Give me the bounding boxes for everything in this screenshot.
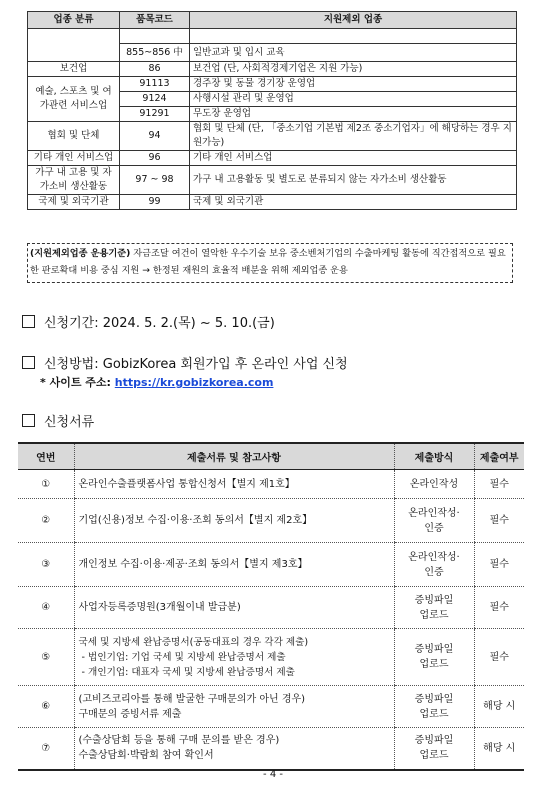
table-header-row	[28, 12, 517, 29]
doc-desc	[74, 499, 394, 543]
desc-cell	[190, 29, 517, 44]
site-label: * 사이트 주소:	[40, 376, 115, 389]
doc-desc	[74, 470, 394, 499]
header-code: 품목코드	[120, 12, 190, 29]
docs-label: 신청서류	[44, 415, 95, 430]
method-line: 인증	[424, 566, 444, 578]
desc-cell: 일반교과 및 입시 교육	[190, 44, 517, 62]
desc-cell: 경주장 및 동물 경기장 운영업	[190, 77, 517, 92]
category-cell: 보건업	[28, 62, 120, 77]
row-number: ⑥	[18, 686, 74, 728]
method-line: 업로드	[419, 708, 449, 720]
page-number: - 4 -	[263, 769, 283, 780]
desc-cell: 무도장 운영업	[190, 107, 517, 122]
method-line: 인증	[424, 522, 444, 534]
checkbox-bullet-icon	[22, 315, 35, 328]
desc-cell: 국제 및 외국기관	[190, 195, 517, 210]
table-row	[28, 151, 517, 166]
doc-desc	[74, 686, 394, 728]
row-number: ④	[18, 587, 74, 629]
code-cell	[120, 29, 190, 44]
table-row	[28, 62, 517, 77]
code-cell: 86	[120, 62, 190, 77]
doc-line: 국세 및 지방세 완납증명서(공동대표의 경우 각각 제출)	[78, 636, 309, 648]
row-number: ②	[18, 499, 74, 543]
code-cell: 91291	[120, 107, 190, 122]
code-cell: 97 ~ 98	[120, 166, 190, 195]
method-line: 증빙파일	[414, 735, 454, 747]
note-text: 자금조달 여건이 열악한 우수기술 보유 중소벤처기업의 수출마케팅 활동에 직간접적으로 필요한 판로확대 비용 중심 지원 → 한정된 재원의 효율적 배분을 위해 제외업종 운용	[30, 248, 506, 276]
code-cell: 9124	[120, 92, 190, 107]
row-number: ③	[18, 543, 74, 587]
doc-method	[394, 587, 474, 629]
excluded-industries-table	[27, 11, 517, 210]
doc-desc	[74, 587, 394, 629]
header-excluded: 지원제외 업종	[190, 12, 517, 29]
doc-method	[394, 728, 474, 770]
period-label: 신청기간: 2024. 5. 2.(목) ~ 5. 10.(금)	[44, 316, 275, 331]
table-row	[18, 686, 524, 728]
section-method	[22, 353, 348, 372]
desc-cell: 기타 개인 서비스업	[190, 151, 517, 166]
method-line: 온라인작성·	[408, 507, 460, 519]
table-header-row	[18, 443, 524, 470]
table-row	[18, 728, 524, 770]
desc-cell: 사행시설 관리 및 운영업	[190, 92, 517, 107]
doc-required: 필수	[474, 499, 524, 543]
category-cell: 가구 내 고용 및 자가소비 생산활동	[28, 166, 120, 195]
doc-required: 필수	[474, 587, 524, 629]
table-row	[28, 77, 517, 92]
table-row	[18, 543, 524, 587]
method-line: 업로드	[419, 659, 449, 670]
doc-line: 사업자등록증명원(3개월이내 발급분)	[78, 602, 241, 613]
method-line: 온라인작성	[409, 478, 459, 490]
doc-line: 개인정보 수집·이용·제공·조회 동의서【별지 제3호】	[78, 559, 308, 570]
excluded-industries-note	[27, 243, 513, 283]
code-cell: 96	[120, 151, 190, 166]
table-row	[28, 122, 517, 151]
method-line: 증빙파일	[414, 594, 454, 606]
row-number: ⑤	[18, 629, 74, 686]
note-label: (지원제외업종 운용기준)	[30, 248, 131, 259]
method-line: 증빙파일	[414, 644, 454, 655]
header-docs: 제출서류 및 참고사항	[74, 443, 394, 470]
doc-desc	[74, 629, 394, 686]
desc-cell: 협회 및 단체 (단, 「중소기업 기본법 제2조 중소기업자」에 해당하는 경우 지원가능)	[190, 122, 517, 151]
table-row	[28, 29, 517, 44]
doc-line: (수출상담회 등을 통해 구매 문의를 받은 경우)	[78, 735, 280, 747]
documents-table	[18, 442, 524, 771]
header-method: 제출방식	[394, 443, 474, 470]
doc-required: 필수	[474, 543, 524, 587]
checkbox-bullet-icon	[22, 414, 35, 427]
table-row	[28, 166, 517, 195]
category-cell	[28, 29, 120, 62]
category-cell: 기타 개인 서비스업	[28, 151, 120, 166]
doc-line: - 법인기업: 기업 국세 및 지방세 완납증명서 제출	[78, 651, 286, 663]
method-line: 증빙파일	[414, 693, 454, 705]
header-category: 업종 분류	[28, 12, 120, 29]
table-row	[18, 587, 524, 629]
doc-line: 온라인수출플랫폼사업 통합신청서【별지 제1호】	[78, 478, 295, 490]
site-address	[40, 374, 273, 390]
table-row	[18, 470, 524, 499]
code-cell: 94	[120, 122, 190, 151]
row-number: ⑦	[18, 728, 74, 770]
header-required: 제출여부	[474, 443, 524, 470]
code-cell: 855~856 中	[120, 44, 190, 62]
category-cell: 협회 및 단체	[28, 122, 120, 151]
doc-line: 구매문의 증빙서류 제출	[78, 708, 182, 720]
desc-cell: 가구 내 고용활동 및 별도로 분류되지 않는 자가소비 생산활동	[190, 166, 517, 195]
category-cell: 국제 및 외국기관	[28, 195, 120, 210]
desc-cell: 보건업 (단, 사회적경제기업은 지원 가능)	[190, 62, 517, 77]
doc-required: 해당 시	[474, 728, 524, 770]
doc-line: - 개인기업: 대표자 국세 및 지방세 완납증명서 제출	[78, 666, 295, 678]
method-label: 신청방법: GobizKorea 회원가입 후 온라인 사업 신청	[44, 357, 348, 372]
category-cell: 예술, 스포츠 및 여가관련 서비스업	[28, 77, 120, 122]
doc-method	[394, 499, 474, 543]
doc-desc	[74, 543, 394, 587]
section-period	[22, 312, 275, 331]
doc-required: 필수	[474, 629, 524, 686]
table-row	[18, 499, 524, 543]
code-cell: 99	[120, 195, 190, 210]
method-line: 업로드	[419, 750, 449, 762]
table-row	[28, 195, 517, 210]
doc-desc	[74, 728, 394, 770]
row-number: ①	[18, 470, 74, 499]
doc-method	[394, 629, 474, 686]
site-link[interactable]: https://kr.gobizkorea.com	[114, 376, 274, 389]
doc-required: 필수	[474, 470, 524, 499]
header-no: 연번	[18, 443, 74, 470]
doc-method	[394, 686, 474, 728]
code-cell: 91113	[120, 77, 190, 92]
method-line: 업로드	[419, 609, 449, 621]
doc-required: 해당 시	[474, 686, 524, 728]
doc-method	[394, 543, 474, 587]
doc-line: 기업(신용)정보 수집·이용·조회 동의서【별지 제2호】	[78, 515, 313, 526]
doc-method	[394, 470, 474, 499]
method-line: 온라인작성·	[408, 551, 460, 563]
section-docs	[22, 411, 94, 430]
doc-line: 수출상담회·박람회 참여 확인서	[78, 750, 214, 762]
checkbox-bullet-icon	[22, 356, 35, 369]
table-row	[18, 629, 524, 686]
doc-line: (고비즈코리아를 통해 발굴한 구매문의가 아닌 경우)	[78, 693, 306, 705]
